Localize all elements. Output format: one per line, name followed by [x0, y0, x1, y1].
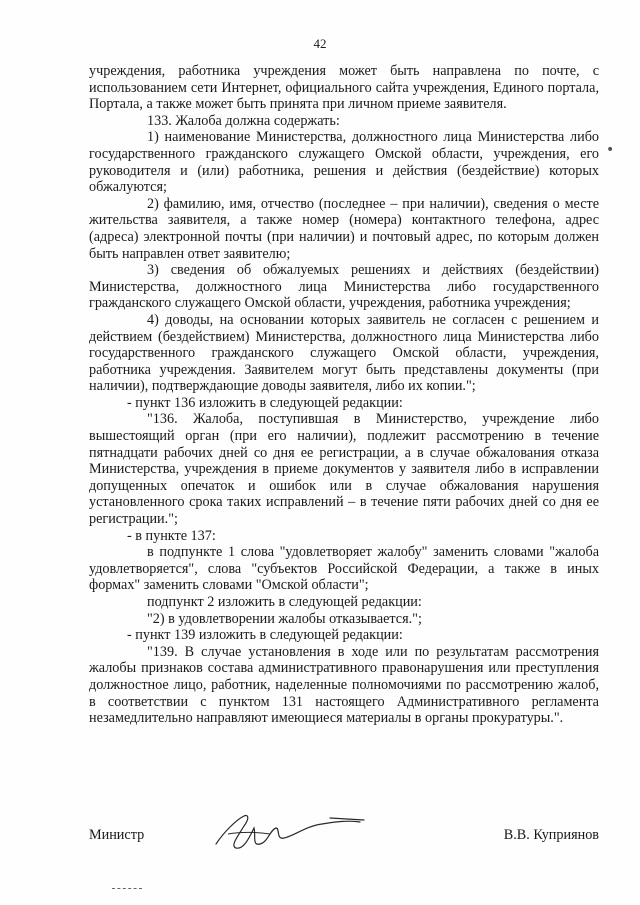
paragraph: "139. В случае установления в ходе или по результатам рассмотрения жалобы признаков состава административного правонарушения или преступления должностное лицо, работник, наделенные полномочиями по рассмотрению жалоб, в соответствии с пунктом 131 настоящего Административного регламента незамедлительно направляют имеющиеся материалы в органы прокуратуры.". [89, 643, 599, 727]
paragraph: подпункт 2 изложить в следующей редакции: [147, 594, 422, 610]
document-body [89, 63, 599, 727]
paragraph: в подпункте 1 слова "удовлетворяет жалобу" заменить словами "жалоба удовлетворяется", слова "субъектов Российской Федерации, а также в иных формах" заменить словами "Омской области"; [89, 544, 599, 594]
signature-block [89, 827, 599, 851]
footer-line [112, 888, 142, 890]
paragraph: - пункт 136 изложить в следующей редакции: [127, 394, 403, 411]
signatory-position: Министр [89, 827, 145, 843]
paragraph: 3) сведения об обжалуемых решениях и действиях (бездействии) Министерства, должностного лица Министерства либо государственного гражданского служащего Омской области, учреждения, работника учреждения; [89, 262, 599, 312]
paragraph: "136. Жалоба, поступившая в Министерство, учреждение либо вышестоящий орган (при его наличии), подлежит рассмотрению в течение пятнадцати рабочих дней со дня ее регистрации, а в случае обжалования отказа Министерства, учреждения в приеме документов у заявителя либо в исправлении допущенных опечаток и ошибок или в случае обжалования нарушения установленного срока таких исправлений – в течение пяти рабочих дней со дня ее регистрации."; [89, 411, 599, 528]
page-number: 42 [313, 36, 327, 51]
paragraph: 4) доводы, на основании которых заявитель не согласен с решением и действием (бездействием) Министерства, должностного лица Министерства либо государственного гражданского служащего Омской области, учреждения, работника учреждения. Заявителем могут быть представлены документы (при наличии), подтверждающие доводы заявителя, либо их копии."; [89, 311, 599, 395]
paragraph: 2) фамилию, имя, отчество (последнее – при наличии), сведения о месте жительства заявителя, а также номер (номера) контактного телефона, адрес (адреса) электронной почты (при наличии) и почтовый адрес, по которым должен быть направлен ответ заявителю; [89, 195, 599, 262]
signatory-name: В.В. Куприянов [503, 827, 599, 843]
paragraph: 133. Жалоба должна содержать: [147, 112, 340, 129]
paragraph: учреждения, работника учреждения может быть направлена по почте, с использованием сети Интернет, официального сайта учреждения, Единого портала, Портала, а также может быть принята при личном приеме заявителя. [89, 63, 599, 113]
margin-mark: • [606, 142, 615, 158]
paragraph: - пункт 139 изложить в следующей редакции: [127, 627, 403, 644]
paragraph: "2) в удовлетворении жалобы отказывается."; [147, 610, 422, 627]
paragraph: - в пункте 137: [127, 527, 216, 544]
paragraph: 1) наименование Министерства, должностного лица Министерства либо государственного гражданского служащего Омской области, учреждения, его руководителя и (или) работника, решения и действия (бездействие) которых обжалуются; [89, 129, 599, 196]
